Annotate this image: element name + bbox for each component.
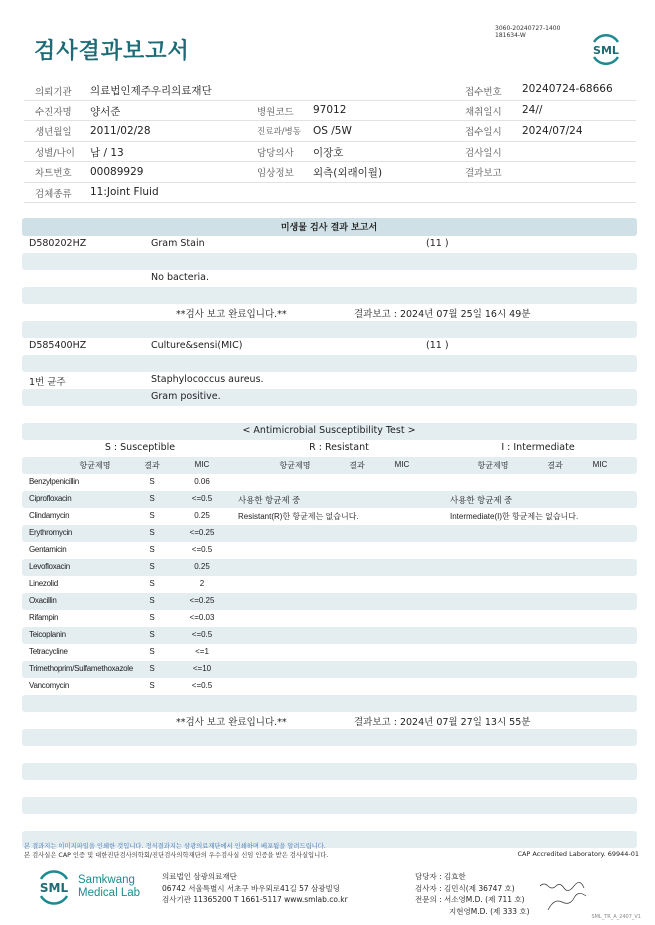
drug-mic: 0.06 (194, 477, 210, 486)
chart-label: 차트번호 (35, 168, 72, 179)
patient-value: 양서준 (90, 106, 121, 118)
drug-name: Vancomycin (29, 681, 69, 690)
sex-age-value: 남 / 13 (90, 147, 124, 159)
col-result: 결과 (547, 461, 563, 470)
ast-legend-row (22, 440, 637, 457)
hospital-code-value: 97012 (313, 104, 347, 116)
test-date-label: 검사일시 (465, 148, 502, 159)
collect-value: 24// (522, 104, 543, 116)
clinical-label: 임상정보 (257, 168, 294, 179)
receipt-date-value: 2024/07/24 (522, 125, 583, 137)
hospital-code-label: 병원코드 (257, 107, 294, 118)
org-name: 의료법인 삼광의료재단 (162, 872, 237, 881)
drug-row (22, 678, 637, 695)
drug-name: Rifampin (29, 613, 59, 622)
org-address (162, 871, 348, 906)
test-specimen: (11 ) (426, 238, 449, 249)
results-section (22, 218, 637, 848)
drug-row (22, 491, 637, 508)
report-label: 결과보고 (465, 168, 502, 179)
drug-result: S (149, 630, 155, 639)
drug-row (22, 474, 637, 491)
drug-name: Gentamicin (29, 545, 67, 554)
test-code: D580202HZ (29, 238, 87, 249)
ast-column-header (22, 457, 637, 474)
drug-mic: <=0.5 (191, 545, 213, 554)
legend-intermediate: I : Intermediate (501, 442, 575, 453)
image-notice: 본 결과지는 이미지파일을 인쇄한 것입니다. 정식결과지는 삼광의료재단에서 인쇄하며 배포됨을 알려드립니다. (24, 843, 326, 850)
isolate-row (22, 372, 637, 389)
drug-result: S (149, 528, 155, 537)
drug-row (22, 542, 637, 559)
specimen-label: 검체종류 (35, 189, 72, 200)
drug-row (22, 508, 637, 525)
drug-result: S (149, 613, 155, 622)
drug-name: Clindamycin (29, 511, 70, 520)
drug-result: S (149, 562, 155, 571)
patient-label: 수진자명 (35, 107, 72, 118)
drug-result: S (149, 681, 155, 690)
samkwang-wordmark (78, 874, 140, 900)
legend-resistant: R : Resistant (309, 442, 369, 453)
receipt-no-label: 접수번호 (465, 87, 502, 98)
chart-value: 00089929 (90, 166, 144, 178)
drug-name: Oxacillin (29, 596, 57, 605)
drug-mic: <=0.25 (189, 528, 215, 537)
svg-text:SML: SML (593, 44, 619, 57)
samkwang-logo-icon (35, 869, 73, 905)
doc-id-line1: 3060-20240727-1400 (495, 25, 561, 32)
test-name: Culture&sensi(MIC) (151, 340, 243, 351)
doctor-value: 이장호 (313, 147, 344, 159)
specialist2: 지현영M.D. (제 333 호) (449, 906, 530, 916)
drug-row (22, 661, 637, 678)
drug-name: Ciprofloxacin (29, 494, 72, 503)
ast-title-row (22, 423, 637, 440)
drug-name: Trimethoprim/Sulfamethoxazole (29, 664, 133, 673)
test-result: No bacteria. (151, 272, 209, 283)
gram-row (22, 389, 637, 406)
col-mic: MIC (194, 460, 210, 469)
logo-line1: Samkwang (78, 874, 135, 886)
test-specimen: (11 ) (426, 340, 449, 351)
drug-result: S (149, 647, 155, 656)
specialist-label: 전문의 : (415, 895, 442, 904)
manager: 담당자 : 김효한 (415, 872, 466, 881)
drug-row (22, 525, 637, 542)
drug-result: S (149, 664, 155, 673)
completion-text: **검사 보고 완료입니다.** (176, 717, 287, 728)
test-name: Gram Stain (151, 238, 205, 249)
doctor-label: 담당의사 (257, 148, 294, 159)
col-result: 결과 (144, 461, 160, 470)
completion-text: **검사 보고 완료입니다.** (176, 309, 287, 320)
drug-mic: <=0.5 (191, 681, 213, 690)
drug-mic: <=1 (195, 647, 209, 656)
col-name: 항균제명 (79, 461, 111, 470)
drug-result: S (149, 511, 155, 520)
drug-mic: <=0.5 (191, 494, 213, 503)
requester-label: 의뢰기관 (35, 87, 72, 98)
drug-name: Erythromycin (29, 528, 73, 537)
drug-row (22, 559, 637, 576)
logo-line2: Medical Lab (78, 887, 141, 899)
drug-result: S (149, 579, 155, 588)
address: 06742 서울특별시 서초구 바우뫼로41길 57 삼광빌딩 (162, 883, 341, 893)
drug-mic: <=0.03 (189, 613, 215, 622)
clinical-value: 외측(외래이월) (313, 167, 383, 179)
sml-logo-icon (588, 33, 624, 65)
drug-result: S (149, 545, 155, 554)
drug-name: Levofloxacin (29, 562, 70, 571)
gram-result: Gram positive. (151, 391, 221, 402)
signatories (415, 871, 530, 917)
drug-row (22, 627, 637, 644)
test-code: D585400HZ (29, 340, 87, 351)
intermediate-note2: Intermediate(I)한 항균제는 없습니다. (450, 512, 579, 521)
drug-name: Benzylpenicillin (29, 477, 79, 486)
resistant-note2: Resistant(R)한 항균제는 없습니다. (238, 512, 359, 521)
micro-header (22, 218, 637, 236)
drug-mic: 0.25 (194, 511, 210, 520)
receipt-no-value: 20240724-68666 (522, 83, 613, 95)
micro-title: 미생물 검사 결과 보고서 (280, 223, 378, 233)
legend-susceptible: S : Susceptible (104, 442, 176, 453)
col-result: 결과 (349, 461, 365, 470)
drug-result: S (149, 494, 155, 503)
specimen-value: 11:Joint Fluid (90, 186, 159, 198)
drug-name: Tetracycline (29, 647, 68, 656)
drug-row (22, 610, 637, 627)
drug-row (22, 593, 637, 610)
document-id (495, 25, 560, 39)
isolate-label: 1번 균주 (29, 377, 66, 388)
specialist1: 서소영M.D. (제 711 호) (444, 895, 525, 904)
dept-label: 진료과/병동 (257, 127, 301, 137)
doc-id-line2: 181634-W (495, 32, 526, 39)
col-name: 항균제명 (279, 461, 311, 470)
form-code: SML_TR_A_2407_V1 (591, 914, 641, 920)
contact: 검사기관 11365200 T 1661-5117 www.smlab.co.kr (162, 895, 348, 904)
completion-row (22, 304, 637, 321)
resistant-note1: 사용한 항균제 중 (238, 495, 301, 505)
intermediate-note1: 사용한 항균제 중 (450, 495, 513, 505)
drug-mic: <=10 (192, 664, 212, 673)
cap-notice: 본 검사실은 CAP 인증 및 대한진단검사의학회/진단검사의학재단의 우수검사실 신임 인증을 받은 검사실입니다. (24, 852, 329, 859)
report-time: 결과보고 : 2024년 07월 25일 16시 49분 (354, 309, 531, 320)
completion-row (22, 712, 637, 729)
report-time: 결과보고 : 2024년 07월 27일 13시 55분 (354, 717, 531, 728)
drug-result: S (149, 596, 155, 605)
svg-text:SML: SML (39, 881, 69, 895)
dob-value: 2011/02/28 (90, 125, 151, 137)
col-name: 항균제명 (477, 461, 509, 470)
dob-label: 생년월일 (35, 127, 72, 138)
drug-row (22, 644, 637, 661)
receipt-date-label: 접수일시 (465, 127, 502, 138)
test-row (22, 338, 637, 355)
cap-accreditation: CAP Accredited Laboratory. 69944-01 (517, 850, 639, 858)
drug-name: Teicoplanin (29, 630, 66, 639)
drug-mic: <=0.25 (189, 596, 215, 605)
ast-title: < Antimicrobial Susceptibility Test > (242, 425, 416, 436)
result-row (22, 270, 637, 287)
tester: 검사자 : 김민식(제 36747 호) (415, 883, 515, 893)
col-mic: MIC (394, 460, 410, 469)
organism-name: Staphylococcus aureus. (151, 374, 264, 385)
collect-label: 채취일시 (465, 107, 502, 118)
drug-result: S (149, 477, 155, 486)
requester-value: 의료법인제주우리의료재단 (90, 85, 212, 97)
dept-value: OS /5W (313, 125, 352, 137)
col-mic: MIC (592, 460, 608, 469)
test-row (22, 236, 637, 253)
drug-row (22, 576, 637, 593)
drug-name: Linezolid (29, 579, 58, 588)
drug-mic: <=0.5 (191, 630, 213, 639)
page-title: 검사결과보고서 (34, 39, 190, 64)
sex-age-label: 성별/나이 (35, 148, 75, 159)
signature-icon (538, 880, 588, 915)
drug-mic: 0.25 (194, 562, 210, 571)
drug-mic: 2 (199, 579, 205, 588)
